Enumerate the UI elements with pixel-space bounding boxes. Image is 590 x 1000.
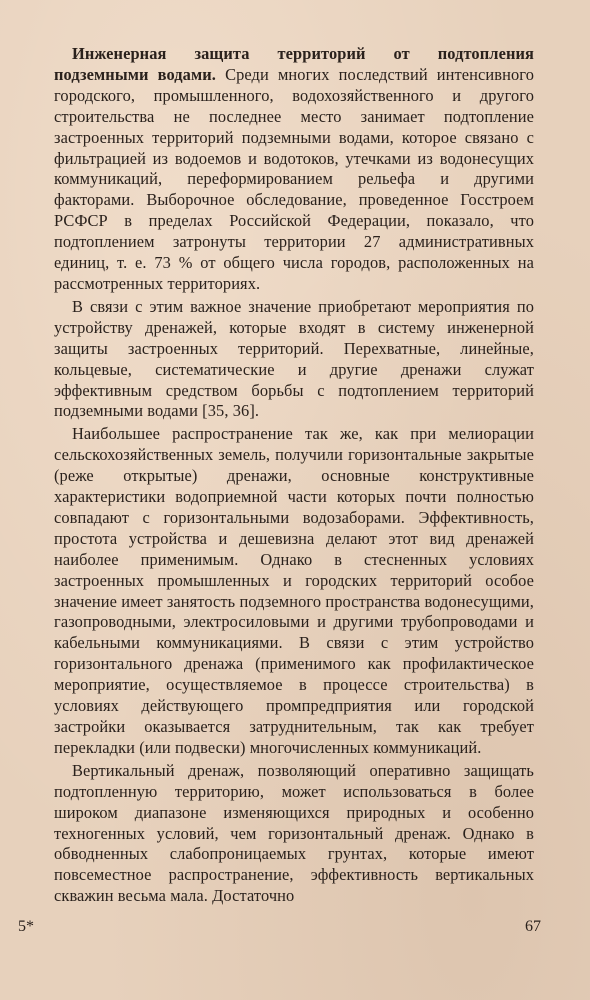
body-text xyxy=(54,44,534,907)
paragraph-2 xyxy=(54,297,534,422)
paragraph-3-text: Наибольшее распространение так же, как при мелиорации сельскохозяйственных земель, получили горизонтальные закрытые (реже открытые) дренажи, основные конструктивные характеристики водоприемной части которых почти полностью совпадают с горизонтальными водозаборами. Эффективность, простота устройства и дешевизна делают этот вид дренажей наиболее применимым. Однако в стесненных условиях застроенных промышленных и городских территорий особое значение имеет занятость подземного пространства водонесущими, газопроводными, электросиловыми и другими трубопроводами и кабельными коммуникациями. В связи с этим устройство горизонтального дренажа (применимого как профилактическое мероприятие, осуществляемое в процессе строительства) в условиях действующего промпредприятия или городской застройки оказывается затруднительным, так как требует перекладки (или подвески) многочисленных коммуникаций. xyxy=(54,424,534,757)
paragraph-1-text: Среди многих последствий интенсивного городского, промышленного, водохозяйственного и другого строительства не последнее место занимает подтопление застроенных территорий подземными водами, которое связано с фильтрацией из водоемов и водотоков, утечками из водонесущих коммуникаций, переформированием рельефа и другими факторами. Выборочное обследование, проведенное Госстроем РСФСР в пределах Российской Федерации, показало, что подтоплением затронуты территории 27 административных единиц, т. е. 73 % от общего числа городов, расположенных на рассмотренных территориях. xyxy=(54,64,535,293)
paragraph-4-text: Вертикальный дренаж, позволяющий оперативно защищать подтопленную территорию, может использоваться в более широком диапазоне изменяющихся природных и особенно техногенных условий, чем горизонтальный дренаж. Однако в обводненных слабопроницаемых грунтах, которые имеют повсеместное распространение, эффективность вертикальных скважин весьма мала. Достаточно xyxy=(54,760,534,906)
signature-mark: 5* xyxy=(18,918,34,935)
paragraph-1 xyxy=(54,44,534,295)
page-number: 67 xyxy=(525,918,541,935)
paragraph-4 xyxy=(54,761,534,907)
section-heading: Инженерная защита территорий от подтопления подземными водами. xyxy=(54,44,534,84)
page-footer xyxy=(0,918,590,942)
paragraph-3 xyxy=(54,424,534,759)
paragraph-2-text: В связи с этим важное значение приобретают мероприятия по устройству дренажей, которые входят в систему инженерной защиты застроенных территорий. Перехватные, линейные, кольцевые, систематические и другие дренажи служат эффективным средством борьбы с подтоплением территорий подземными водами [35, 36]. xyxy=(54,296,534,421)
